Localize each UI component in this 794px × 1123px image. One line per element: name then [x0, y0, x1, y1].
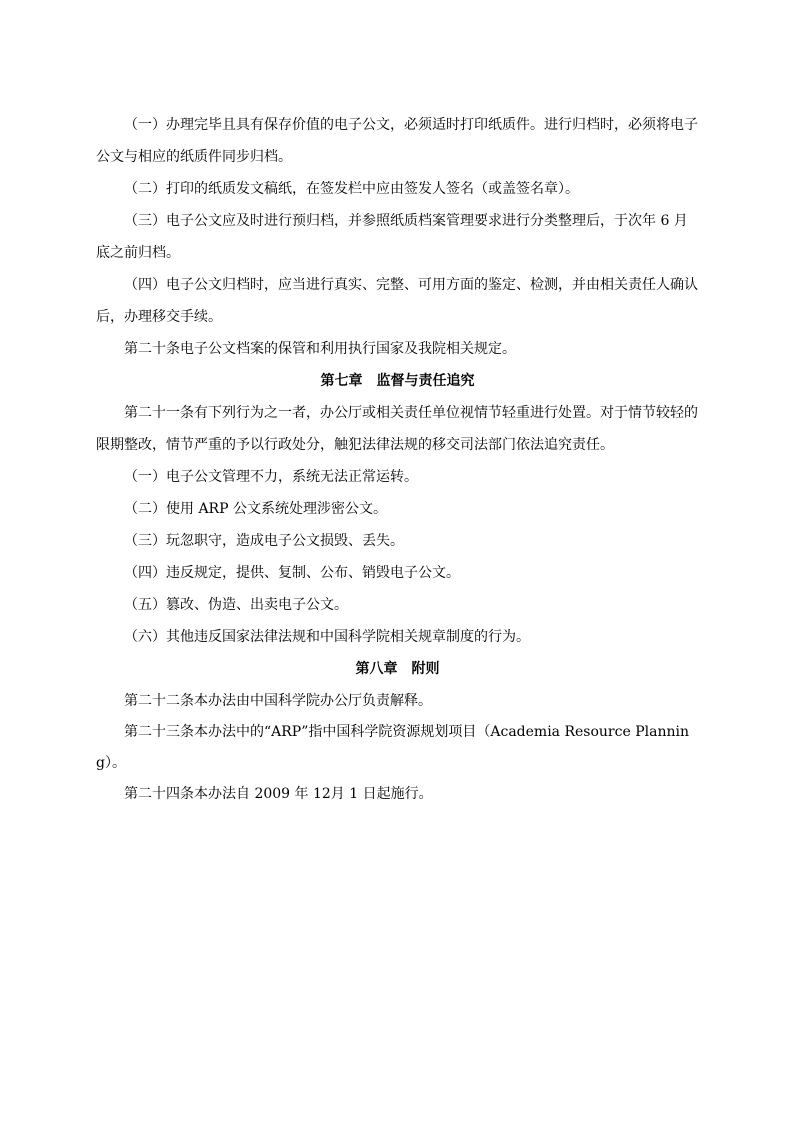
- violation-item-2: （二）使用 ARP 公文系统处理涉密公文。: [124, 501, 387, 517]
- article-20: 第二十条电子公文档案的保管和利用执行国家及我院相关规定。: [124, 341, 516, 357]
- violation-item-5: （五）篡改、伪造、出卖电子公文。: [124, 597, 348, 613]
- article-21: 第二十一条有下列行为之一者，办公厅或相关责任单位视情节轻重进行处置。对于情节较轻的限期整改，情节严重的予以行政处分，触犯法律法规的移交司法部门依法追究责任。: [96, 405, 698, 453]
- chapter-8-heading: 第八章 附则: [355, 661, 440, 677]
- paragraph-item-2: （二）打印的纸质发文稿纸，在签发栏中应由签发人签名（或盖签名章）。: [124, 181, 579, 197]
- paragraph-item-3: （三）电子公文应及时进行预归档，并参照纸质档案管理要求进行分类整理后，于次年 6 月底之前归档。: [96, 213, 688, 261]
- violation-item-6: （六）其他违反国家法律法规和中国科学院相关规章制度的行为。: [124, 629, 530, 645]
- violation-item-3: （三）玩忽职守，造成电子公文损毁、丢失。: [124, 533, 404, 549]
- document-body: [96, 109, 699, 810]
- article-24: 第二十四条本办法自 2009 年 12月 1 日起施行。: [124, 786, 433, 802]
- article-23: 第二十三条本办法中的“ARP”指中国科学院资源规划项目（Academia Resource Planning）。: [96, 724, 689, 771]
- chapter-7-heading: 第七章 监督与责任追究: [320, 373, 475, 389]
- violation-item-1: （一）电子公文管理不力，系统无法正常运转。: [124, 469, 418, 485]
- article-22: 第二十二条本办法由中国科学院办公厅负责解释。: [124, 693, 432, 709]
- violation-item-4: （四）违反规定，提供、复制、公布、销毁电子公文。: [124, 565, 460, 581]
- paragraph-item-4: （四）电子公文归档时，应当进行真实、完整、可用方面的鉴定、检测，并由相关责任人确认后，办理移交手续。: [96, 277, 698, 325]
- paragraph-item-1: （一）办理完毕且具有保存价值的电子公文，必须适时打印纸质件。进行归档时，必须将电子公文与相应的纸质件同步归档。: [96, 117, 698, 165]
